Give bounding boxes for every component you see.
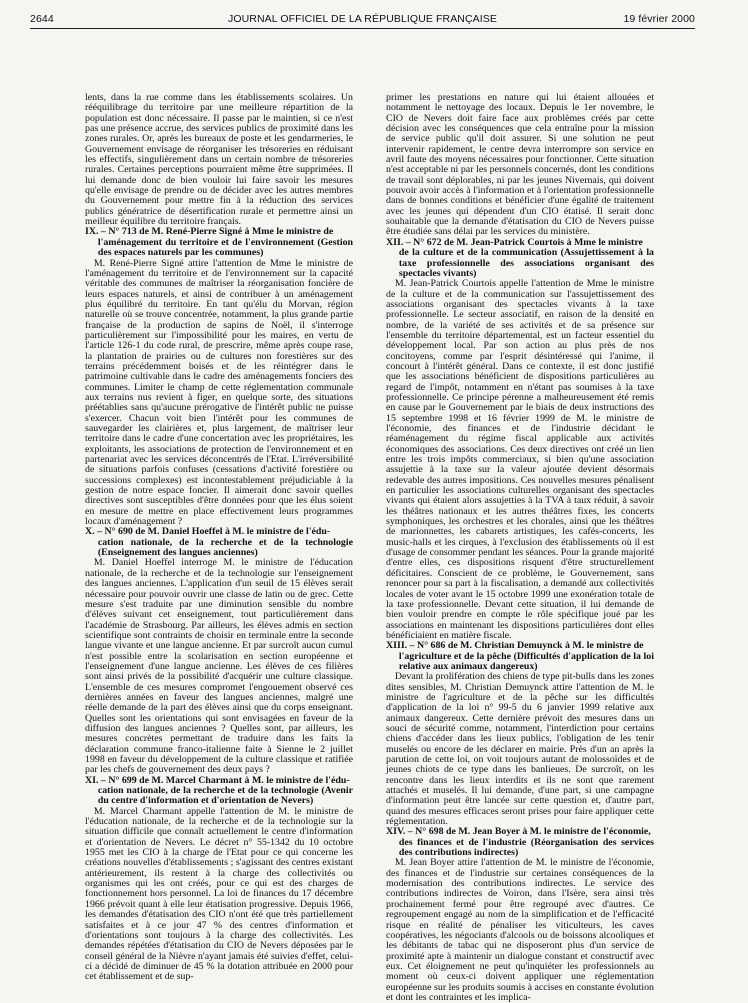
question-heading-line: XI. – N° 699 de M. Marcel Charmant à M. le ministre de l'édu- bbox=[85, 774, 350, 786]
question-heading-line: XIV. – N° 698 de M. Jean Boyer à M. le ministre de l'économie, bbox=[386, 826, 651, 838]
question-heading-line: XIII. – N° 686 de M. Christian Demuynck à M. le ministre de bbox=[386, 640, 644, 652]
paragraph-continued: lents, dans la rue comme dans les établissements scolaires. Un rééquilibrage du territoire par une meilleure répartition de la population est donc nécessaire. Il passe par le maintien, si ce n'est pas une présence accrue, des services publics de proximité dans les zones rurales. Or, après les bureaux de poste et les gendarmeries, le Gouvernement envisage de réorganiser les trésoreries en réduisant les effectifs, singulièrement dans un certain nombre de trésoreries rurales. Certaines perceptions pourraient même être supprimées. Il lui demande donc de bien vouloir lui faire savoir les mesures qu'elle envisage de prendre ou de décider avec les autres membres du Gouvernement pour mettre fin à la réduction des services publics génératrice de désertification rurale et permettre ainsi un meilleur équilibre du territoire français. bbox=[85, 92, 353, 228]
page-header bbox=[30, 11, 695, 27]
question-heading-line: XII. – N° 672 de M. Jean-Patrick Courtois à Mme le ministre bbox=[386, 236, 643, 248]
question-heading-xii bbox=[386, 238, 654, 279]
question-text-xiii: Devant la prolifération des chiens de type pit-bulls dans les zones dites sensibles, M. Christian Demuynck attire l'attention de M. le ministre de l'agriculture et de la pêche sur les difficultés d'application de la loi n° 99-5 du 6 janvier 1999 relative aux animaux dangereux. Cette dernière prévoit des mesures dans un souci de sécurité comme, notamment, l'interdiction pour certains chiens d'accéder dans les lieux publics, l'obligation de les tenir muselés ou encore de les déclarer en mairie. Près d'un an après la parution de cette loi, on voit toujours autant de molossoïdes et de jeunes chiots de ce type dans les banlieues. De surcroît, on les rencontre dans les lieux interdits et ils ne sont que rarement attachés et muselés. Il lui demande, d'une part, si une campagne d'information peut être lancée sur cette question et, d'autre part, quand des mesures efficaces seront prises pour faire appliquer cette réglementation. bbox=[386, 671, 654, 828]
question-heading-line: IX. – N° 713 de M. René-Pierre Signé à Mme le ministre de bbox=[85, 226, 334, 238]
question-heading-subject: des finances et de l'industrie (Réorganisation des services des contributions indirectes) bbox=[398, 836, 654, 859]
question-heading-ix bbox=[85, 227, 353, 258]
question-heading-subject: l'aménagement du territoire et de l'environnement (Gestion des espaces naturels par les communes) bbox=[97, 236, 353, 259]
question-heading-subject: de la culture et de la communication (Assujettissement à la taxe professionnelle des associations organisant des spectacles vivants) bbox=[398, 247, 654, 279]
header-rule bbox=[30, 28, 695, 29]
question-text-xi: M. Marcel Charmant appelle l'attention de M. le ministre de l'éducation nationale, de la recherche et de la technologie sur la situation difficile que connaît actuellement le centre d'information et d'orientation de Nevers. Le décret n° 55-1342 du 10 octobre 1955 met les CIO à la charge de l'Etat pour ce qui concerne les créations nouvelles d'établissements ; s'agissant des centres existant antérieurement, ils restent à la charge des collectivités ou organismes qui les ont créés, pour ce qui est des charges de fonctionnement hors personnel. La loi de finances du 17 décembre 1966 prévoit quant à elle leur étatisation progressive. Depuis 1966, les demandes d'étatisation des CIO n'ont été que très partiellement satisfaites et à ce jour 47 % des centres d'information et d'orientations sont toujours à la charge des collectivités. Les demandes répétées d'étatisation du CIO de Nevers déposées par le conseil général de la Nièvre n'ayant jamais été suivies d'effet, celui-ci a décidé de diminuer de 45 % la dotation attribuée en 2000 pour cet établissement et de sup- bbox=[85, 805, 353, 983]
question-heading-subject: cation nationale, de la recherche et de la technologie (Enseignement des langues anciennes) bbox=[97, 536, 353, 559]
question-heading-x bbox=[85, 527, 353, 558]
question-heading-subject: l'agriculture et de la pêche (Difficultés d'application de la loi relative aux animaux dangereux) bbox=[398, 650, 654, 672]
page-number: 2644 bbox=[30, 13, 54, 25]
question-text-ix: M. René-Pierre Signé attire l'attention de Mme le ministre de l'aménagement du territoire et de l'environnement sur la capacité véritable des communes de maîtriser la réorganisation foncière de leurs espaces naturels, et ainsi de contribuer à un aménagement plus équilibré du territoire. En tant qu'élu du Morvan, région naturelle où se trouve concentrée, notamment, la plus grande partie française de la production de sapins de Noël, il s'interroge particulièrement sur l'impossibilité pour les maires, en vertu de l'article 126-1 du code rural, de prescrire, même après coupe rase, la plantation de prairies ou de cultures non forestières sur des terrains précédemment boisés et de les réintégrer dans le patrimoine cultivable dans le cadre des aménagements fonciers des communes. Limiter le champ de cette réglementation communale aux terrains nus revient à figer, en quelque sorte, des situations préétablies sans qu'aucune prérogative de l'intérêt public ne puisse s'exercer. Chacun voit bien l'intérêt pour les communes de sauvegarder les clairières et, plus largement, de maîtriser leur territoire dans le cadre d'une concertation avec les propriétaires, les exploitants, les associations de protection de l'environnement et en partenariat avec les services déconcentrés de l'Etat. L'irréversibilité de situations parfois confuses (cessations d'activité forestière ou successions complexes) est incontestablement préjudiciable à la gestion de notre espace foncier. Il aimerait donc savoir quelles directives sont susceptibles d'être données pour que les élus soient en mesure de mettre en place effectivement leurs programmes locaux d'aménagement ? bbox=[85, 257, 353, 528]
question-heading-line: X. – N° 690 de M. Daniel Hoeffel à M. le ministre de l'édu- bbox=[85, 526, 331, 538]
journal-title: JOURNAL OFFICIEL DE LA RÉPUBLIQUE FRANÇAISE bbox=[228, 13, 497, 25]
question-heading-xiv bbox=[386, 827, 654, 858]
issue-date: 19 février 2000 bbox=[623, 13, 695, 25]
question-text-x: M. Daniel Hoeffel interroge M. le ministre de l'éducation nationale, de la recherche et de la technologie sur l'enseignement des langues anciennes. L'application d'un seuil de 15 élèves serait nécessaire pour pouvoir ouvrir une classe de latin ou de grec. Cette mesure s'est traduite par une diminution sensible du nombre d'élèves suivant cet enseignement, tout particulièrement dans l'académie de Strasbourg. Par ailleurs, les élèves admis en section scientifique sont contraints de choisir en terminale entre la seconde langue vivante et une langue ancienne. Et par surcroît aucun cumul n'est possible entre la scolarisation en section européenne et l'enseignement d'une langue ancienne. Les élèves de ces filières sont ainsi privés de la possibilité d'acquérir une culture classique. L'ensemble de ces mesures compromet l'engouement observé ces dernières années en faveur des langues anciennes, malgré une réelle demande de la part des élèves ainsi que du corps enseignant. Quelles sont les orientations qui sont envisagées en faveur de la diffusion des langues anciennes ? Quelles sont, par ailleurs, les mesures concrètes permettant de traduire dans les faits la déclaration commune franco-italienne faite à Sienne le 2 juillet 1998 en faveur du développement de la culture classique et ratifiée par les chefs de gouvernement des deux pays ? bbox=[85, 557, 353, 776]
question-heading-xi bbox=[85, 776, 353, 807]
left-column bbox=[85, 93, 353, 985]
right-column bbox=[386, 92, 654, 1003]
question-heading-xiii bbox=[386, 641, 654, 672]
question-heading-subject: cation nationale, de la recherche et de la technologie (Avenir du centre d'information et d'orientation de Nevers) bbox=[97, 785, 353, 807]
paragraph-continued: primer les prestations en nature qui lui étaient allouées et notamment le nettoyage des locaux. Depuis le 1er novembre, le CIO de Nevers doit faire face aux problèmes créés par cette décision avec les conséquences que cela entraîne pour la mission de service public qu'il doit assurer. Si une solution ne peut intervenir rapidement, le centre devra interrompre son service en avril faute des moyens nécessaires pour fonctionner. Cette situation n'est acceptable ni par les personnels concernés, dont les conditions de travail sont déplorables, ni par les jeunes Nivernais, qui doivent pouvoir avoir accès à l'information et à l'orientation professionnelle dans de bonnes conditions et bénéficier d'une égalité de traitement avec les jeunes qui dépendent d'un CIO étatisé. Il serait donc souhaitable que la demande d'étatisation du CIO de Nevers puisse être étudiée sans délai par les services du ministère. bbox=[386, 92, 654, 238]
question-text-xiv: M. Jean Boyer attire l'attention de M. le ministre de l'économie, des finances et de l'industrie sur certaines conséquences de la modernisation des contributions indirectes. Le service des contributions indirectes de Voiron, dans l'Isère, sera ainsi très prochainement fermé pour être regroupé avec d'autres. Ce regroupement engagé au nom de la simplification et de l'efficacité risque en réalité de pénaliser les viticulteurs, les caves coopératives, les négociants d'alcools ou de boissons alcooliques et les débitants de tabac qui ne disposeront plus d'un service de proximité apte à maintenir un dialogue constant et constructif avec eux. Cet éloignement ne peut qu'inquiéter les professionnels au moment où ceux-ci doivent appliquer une réglementation européenne sur les produits soumis à accises en constante évolution et dont les contraintes et les implica- bbox=[386, 857, 654, 1003]
question-text-xii: M. Jean-Patrick Courtois appelle l'attention de Mme le ministre de la culture et de la communication sur l'assujettissement des associations organisant des spectacles vivants à la taxe professionnelle. Le secteur associatif, en raison de la densité en nombre, de la variété de ses activités et de sa présence sur l'ensemble du territoire départemental, est un facteur essentiel du développement local. Par son action au plus près de nos concitoyens, comme par l'esprit désintéressé qui l'anime, il concourt à l'intérêt général. Dans ce contexte, il est donc justifié que les associations bénéficient de dispositions particulières au regard de l'impôt, notamment en n'étant pas soumises à la taxe professionnelle. Ce principe pérenne a malheureusement été remis en cause par le Gouvernement par le biais de deux instructions des 15 septembre 1998 et 16 février 1999 de M. le ministre de l'économie, des finances et de l'industrie décidant le réaménagement du régime fiscal applicable aux activités économiques des associations. Ces deux directives ont créé un lien entre les trois impôts commerciaux, si bien qu'une association assujettie à la taxe sur la valeur ajoutée devient désormais redevable des autres impositions. Ces nouvelles mesures pénalisent en particulier les associations culturelles organisant des spectacles vivants qui étaient alors assujetties à la TVA à taux réduit, à savoir les théâtres nationaux et les autres théâtres fixes, les concerts symphoniques, les orchestres et les chorales, ainsi que les théâtres de marionnettes, les cabarets artistiques, les cafés-concerts, les music-halls et les cirques, à l'exclusion des établissements où il est d'usage de consommer pendant les séances. Pour la grande majorité d'entre elles, ces dispositions risquent d'être structurellement déficitaires. Conscient de ce problème, le Gouvernement, sans renoncer pour sa part à la fiscalisation, a demandé aux collectivités locales de voter avant le 15 octobre 1999 une exonération totale de la taxe professionnelle. Devant cette situation, il lui demande de bien vouloir prendre en compte le rôle spécifique joué par les associations en maintenant les dispositions particulières dont elles bénéficiaient en matière fiscale. bbox=[386, 278, 654, 641]
